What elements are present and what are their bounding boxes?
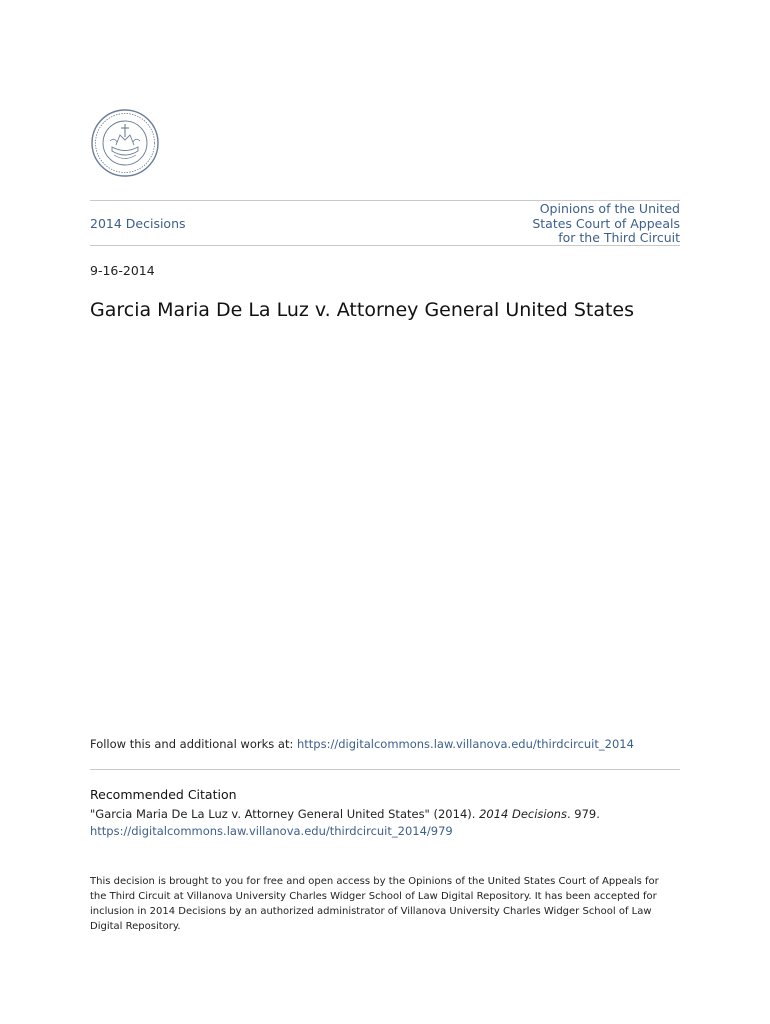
citation-text: "Garcia Maria De La Luz v. Attorney General United States" (2014). (90, 807, 480, 821)
citation-link[interactable]: https://digitalcommons.law.villanova.edu/thirdcircuit_2014/979 (90, 824, 453, 838)
citation-collection: 2014 Decisions (479, 807, 567, 821)
collection-link[interactable]: 2014 Decisions (90, 216, 186, 231)
document-title: Garcia Maria De La Luz v. Attorney General United States (90, 299, 635, 321)
header-bottom-divider (90, 245, 680, 246)
citation-heading: Recommended Citation (90, 787, 237, 802)
series-link-line: for the Third Circuit (558, 230, 680, 245)
university-seal-icon (90, 107, 160, 179)
follow-prefix: Follow this and additional works at: (90, 737, 297, 751)
series-link-line: States Court of Appeals (532, 215, 680, 231)
citation-number: . 979. (566, 807, 600, 821)
series-link[interactable] (510, 202, 680, 246)
citation-divider (90, 769, 680, 770)
follow-line (90, 737, 634, 751)
follow-link[interactable]: https://digitalcommons.law.villanova.edu/thirdcircuit_2014 (297, 737, 634, 751)
access-disclaimer: This decision is brought to you for free and open access by the Opinions of the United States Court of Appeals for the Third Circuit at Villanova University Charles Widger School of Law Digital Repository. It has been accepted for inclusion in 2014 Decisions by an authorized administrator of Villanova University Charles Widger School of Law Digital Repository. (90, 876, 659, 932)
series-link-line: Opinions of the United (539, 201, 680, 216)
citation-body (90, 806, 600, 840)
publication-date: 9-16-2014 (90, 263, 155, 278)
